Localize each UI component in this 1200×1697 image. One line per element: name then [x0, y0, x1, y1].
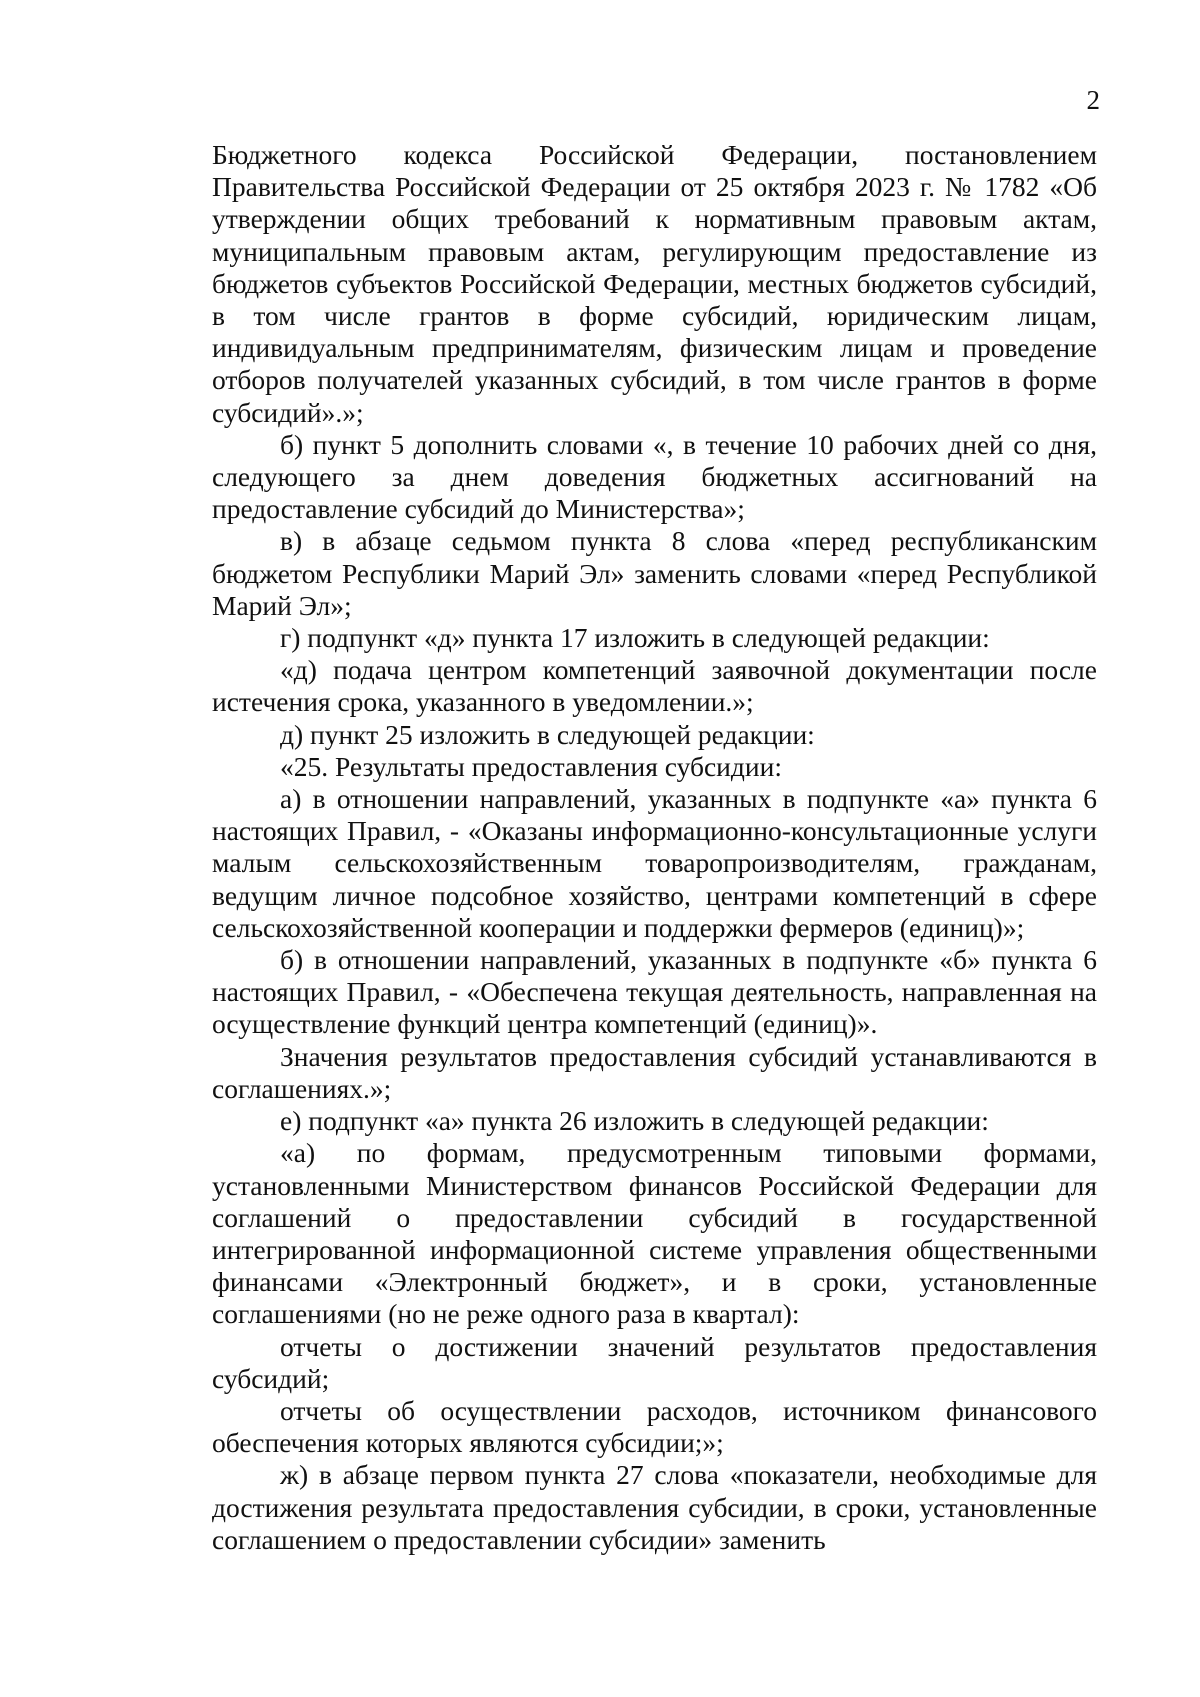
- paragraph: Бюджетного кодекса Российской Федерации, постановлением Правительства Российской Федерации от 25 октября 2023 г. № 1782 «Об утверждении общих требований к нормативным правовым актам, муниципальным правовым актам, регулирующим предоставление из бюджетов субъектов Российской Федерации, местных бюджетов субсидий, в том числе грантов в форме субсидий, юридическим лицам, индивидуальным предпринимателям, физическим лицам и проведение отборов получателей указанных субсидий, в том числе грантов в форме субсидий».»;: [212, 139, 1097, 428]
- paragraph: б) пункт 5 дополнить словами «, в течение 10 рабочих дней со дня, следующего за днем доведения бюджетных ассигнований на предоставление субсидий до Министерства»;: [212, 428, 1097, 525]
- page-number: 2: [1086, 85, 1100, 115]
- paragraph: «а) по формам, предусмотренным типовыми формами, установленными Министерством финансов Российской Федерации для соглашений о предоставлении субсидий в государственной интегрированной информационной системе управления общественными финансами «Электронный бюджет», и в сроки, установленные соглашениями (но не реже одного раза в квартал):: [212, 1137, 1097, 1330]
- paragraph: д) пункт 25 изложить в следующей редакции:: [280, 718, 815, 750]
- paragraph: «д) подача центром компетенций заявочной документации после истечения срока, указанного в уведомлении.»;: [212, 654, 1097, 718]
- paragraph: «25. Результаты предоставления субсидии:: [280, 750, 782, 782]
- paragraph: Значения результатов предоставления субсидий устанавливаются в соглашениях.»;: [212, 1040, 1097, 1104]
- paragraph: в) в абзаце седьмом пункта 8 слова «перед республиканским бюджетом Республики Марий Эл» заменить словами «перед Республикой Марий Эл»;: [212, 525, 1097, 621]
- paragraph: отчеты о достижении значений результатов предоставления субсидий;: [212, 1330, 1097, 1394]
- paragraph: г) подпункт «д» пункта 17 изложить в следующей редакции:: [280, 622, 990, 654]
- paragraph: ж) в абзаце первом пункта 27 слова «показатели, необходимые для достижения результата предоставления субсидии, в сроки, установленные соглашением о предоставлении субсидии» заменить: [212, 1459, 1097, 1555]
- document-body: [212, 139, 1097, 1556]
- paragraph: е) подпункт «а» пункта 26 изложить в следующей редакции:: [280, 1105, 989, 1137]
- paragraph: а) в отношении направлений, указанных в подпункте «а» пункта 6 настоящих Правил, - «Оказаны информационно-консультационные услуги малым сельскохозяйственным товаропроизводителям, гражданам, ведущим личное подсобное хозяйство, центрами компетенций в сфере сельскохозяйственной кооперации и поддержки фермеров (единиц)»;: [212, 783, 1097, 943]
- paragraph: б) в отношении направлений, указанных в подпункте «б» пункта 6 настоящих Правил, - «Обеспечена текущая деятельность, направленная на осуществление функций центра компетенций (единиц)».: [212, 944, 1097, 1040]
- paragraph: отчеты об осуществлении расходов, источником финансового обеспечения которых являются субсидии;»;: [212, 1394, 1097, 1459]
